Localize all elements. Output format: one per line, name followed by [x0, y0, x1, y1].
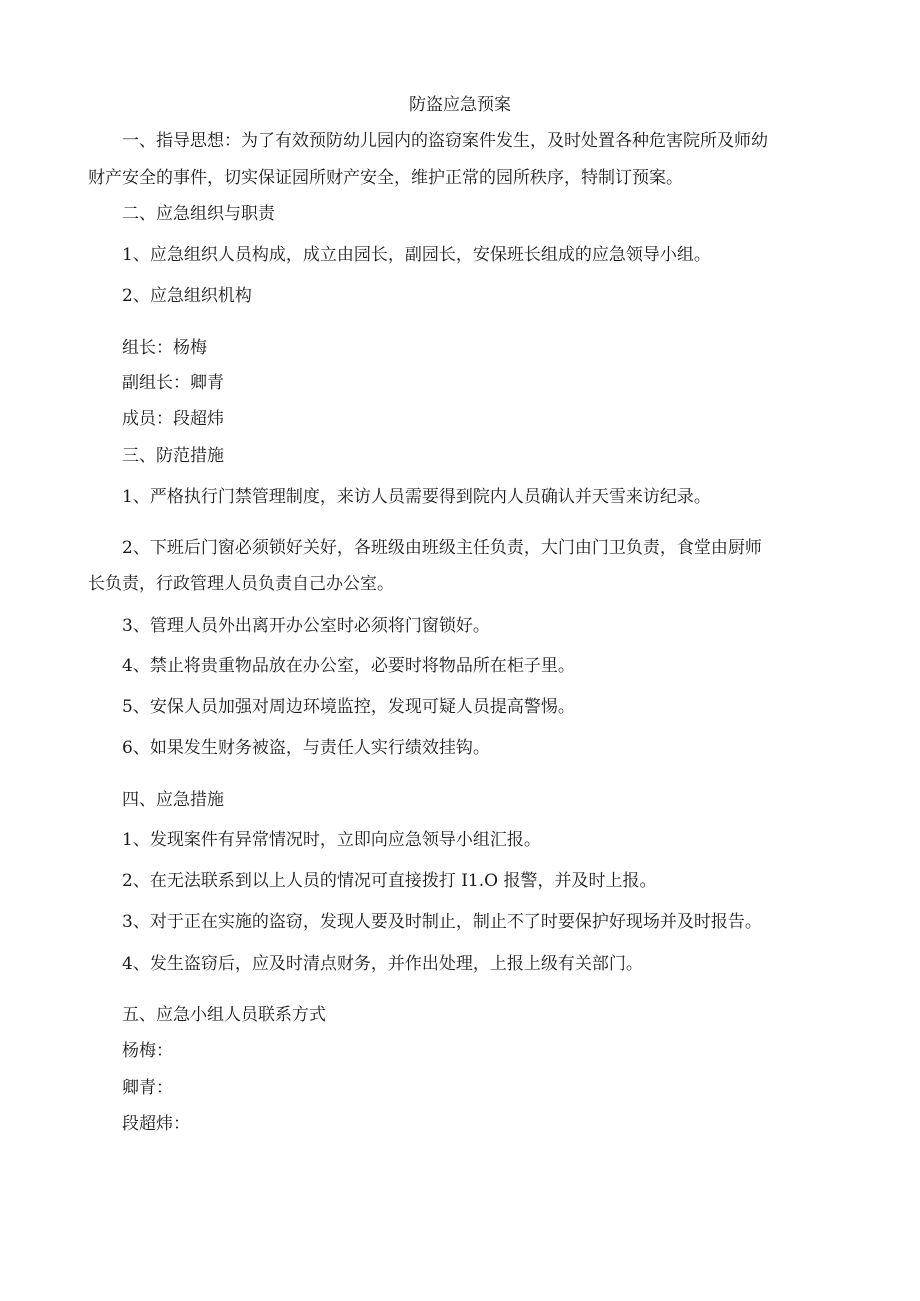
contact-duanchaowei: 段超炜：: [122, 1114, 190, 1134]
org-member: 成员：段超炜: [122, 409, 224, 429]
section4-item4: 4、发生盗窃后，应及时清点财务，并作出处理，上报上级有关部门。: [122, 954, 643, 974]
section3-item3: 3、管理人员外出离开办公室时必须将门窗锁好。: [122, 616, 490, 636]
document-title: 防盗应急预案: [409, 95, 511, 115]
section3-item1: 1、严格执行门禁管理制度，来访人员需要得到院内人员确认并天雪来访纪录。: [122, 487, 711, 507]
section3-item2-line1: 2、下班后门窗必须锁好关好，各班级由班级主任负责，大门由门卫负责，食堂由厨师: [122, 538, 762, 558]
contact-yangmei: 杨梅：: [122, 1041, 173, 1061]
org-deputy: 副组长：卿青: [122, 373, 224, 393]
section1-line2: 财产安全的事件，切实保证园所财产安全，维护正常的园所秩序，特制订预案。: [88, 168, 683, 188]
section3-item2-line2: 长负责，行政管理人员负责自己办公室。: [88, 574, 394, 594]
section3-item4: 4、禁止将贵重物品放在办公室，必要时将物品所在柜子里。: [122, 656, 575, 676]
section4-item2: 2、在无法联系到以上人员的情况可直接拨打 I1.O 报警，并及时上报。: [122, 871, 657, 891]
section2-item1: 1、应急组织人员构成，成立由园长，副园长，安保班长组成的应急领导小组。: [122, 245, 711, 265]
section4-heading: 四、应急措施: [122, 790, 224, 810]
org-leader: 组长：杨梅: [122, 338, 207, 358]
section2-item2: 2、应急组织机构: [122, 286, 252, 306]
contact-qingqing: 卿青：: [122, 1078, 173, 1098]
section2-heading: 二、应急组织与职责: [122, 204, 275, 224]
section4-item1: 1、发现案件有异常情况时，立即向应急领导小组汇报。: [122, 830, 541, 850]
section3-heading: 三、防范措施: [122, 446, 224, 466]
section3-item6: 6、如果发生财务被盗，与责任人实行绩效挂钩。: [122, 738, 490, 758]
section5-heading: 五、应急小组人员联系方式: [122, 1005, 326, 1025]
section4-item3: 3、对于正在实施的盗窃，发现人要及时制止，制止不了时要保护好现场并及时报告。: [122, 912, 762, 932]
section3-item5: 5、安保人员加强对周边环境监控，发现可疑人员提高警惕。: [122, 697, 575, 717]
section1-line1: 一、指导思想：为了有效预防幼儿园内的盗窃案件发生，及时处置各种危害院所及师幼: [122, 131, 768, 151]
